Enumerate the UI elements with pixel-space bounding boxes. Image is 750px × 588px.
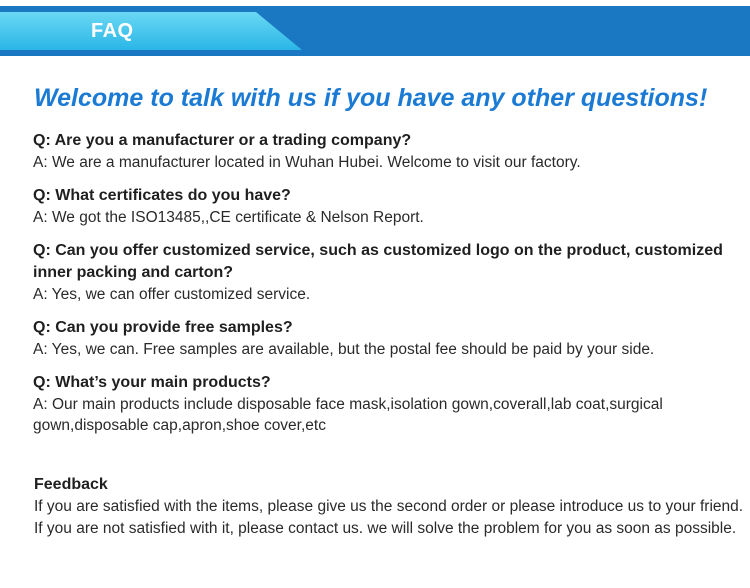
page-title: FAQ — [91, 20, 134, 42]
faq-answer: A: We are a manufacturer located in Wuhan Hubei. Welcome to visit our factory. — [33, 154, 581, 171]
faq-item — [33, 372, 743, 436]
faq-answer: A: We got the ISO13485,,CE certificate & Nelson Report. — [33, 209, 424, 226]
faq-answer: A: Our main products include disposable face mask,isolation gown,coverall,lab coat,surgical gown,disposable cap,apron,shoe cover,etc — [33, 396, 663, 434]
feedback-title: Feedback — [34, 476, 108, 493]
faq-question: Q: Are you a manufacturer or a trading company? — [33, 132, 412, 149]
faq-question: Q: What certificates do you have? — [33, 187, 291, 204]
faq-answer: A: Yes, we can offer customized service. — [33, 286, 311, 303]
faq-item — [33, 317, 743, 360]
faq-list — [33, 130, 743, 436]
faq-question: Q: Can you provide free samples? — [33, 319, 293, 336]
faq-question: Q: Can you offer customized service, such as customized logo on the product, customized inner packing and carton? — [33, 242, 723, 281]
feedback-text: If you are satisfied with the items, please give us the second order or please introduce us to your friend. If you are not satisfied with it, please contact us. we will solve the problem for you as soon as possible. — [34, 498, 744, 537]
faq-item — [33, 130, 743, 173]
faq-item — [33, 185, 743, 228]
faq-item — [33, 240, 743, 305]
feedback-section — [34, 474, 744, 540]
header-tab — [0, 12, 304, 50]
faq-answer: A: Yes, we can. Free samples are available, but the postal fee should be paid by your side. — [33, 341, 655, 358]
headline: Welcome to talk with us if you have any other questions! — [34, 84, 708, 112]
faq-question: Q: What’s your main products? — [33, 374, 271, 391]
header-tab-shape — [0, 12, 304, 50]
